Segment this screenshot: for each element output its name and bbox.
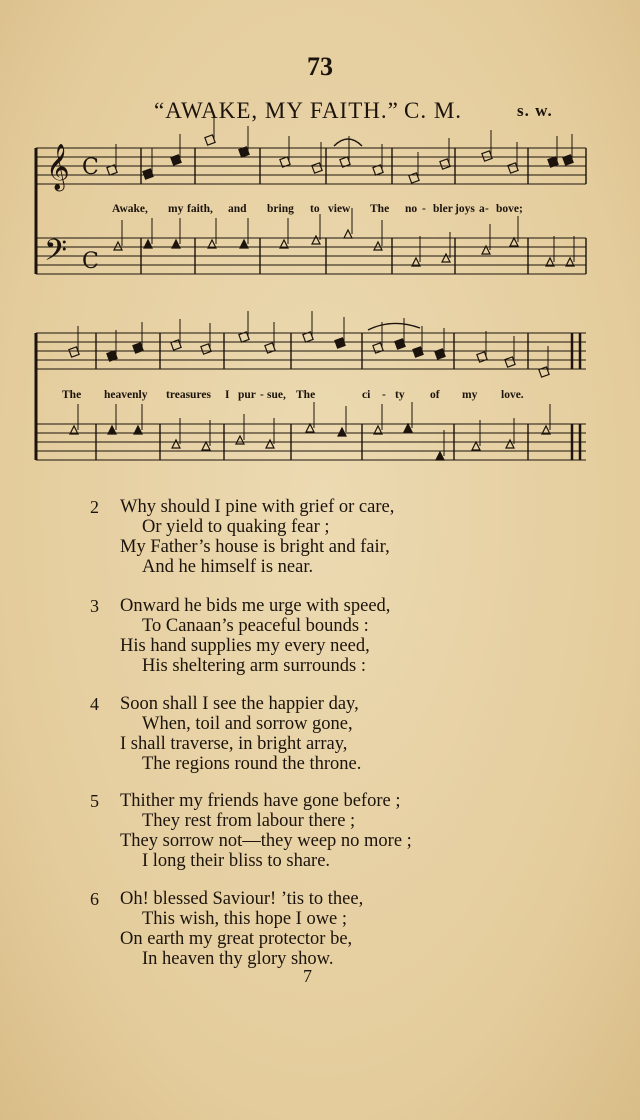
lyric-syllable: joys bbox=[455, 203, 475, 215]
lyric-syllable: ty bbox=[395, 389, 405, 401]
time-signature: C bbox=[82, 155, 99, 180]
lyric-syllable: - bbox=[382, 389, 386, 401]
note-head-triangle bbox=[108, 426, 116, 434]
note-head-triangle bbox=[374, 242, 382, 250]
lyric-syllable: my bbox=[462, 389, 478, 401]
treble-clef-icon: 𝄞 bbox=[46, 144, 70, 190]
note-head-triangle bbox=[506, 440, 514, 448]
note-head-triangle bbox=[236, 436, 244, 444]
bass-clef-icon: 𝄢 bbox=[44, 234, 68, 275]
stanza-line: I long their bliss to share. bbox=[142, 851, 331, 871]
note-head-triangle bbox=[312, 236, 320, 244]
stanza-line: Onward he bids me urge with speed, bbox=[120, 596, 391, 616]
lyric-syllable: I bbox=[225, 389, 230, 401]
hymn-composer: s. w. bbox=[517, 101, 553, 120]
lyric-syllable: heavenly bbox=[104, 389, 148, 401]
lyric-syllable: ci bbox=[362, 389, 371, 401]
stanza-line: This wish, this hope I owe ; bbox=[142, 909, 348, 929]
stanza-line: And he himself is near. bbox=[142, 557, 314, 577]
stanza-number: 3 bbox=[90, 596, 99, 616]
stanza-line: Thither my friends have gone before ; bbox=[120, 791, 401, 811]
note-head-triangle bbox=[144, 240, 152, 248]
lyric-syllable: - bbox=[422, 203, 426, 215]
lyric-syllable: - bbox=[260, 389, 264, 401]
lyric-syllable: Awake, bbox=[112, 203, 148, 215]
note-head-triangle bbox=[472, 442, 480, 450]
lyric-syllable: sue, bbox=[267, 389, 286, 401]
stanza-line: They rest from labour there ; bbox=[142, 811, 356, 831]
note-head-triangle bbox=[114, 242, 122, 250]
lyric-syllable: my bbox=[168, 203, 184, 215]
stanza-line: I shall traverse, in bright array, bbox=[120, 734, 348, 754]
stanza-line: Soon shall I see the happier day, bbox=[120, 694, 359, 714]
stanza-number: 6 bbox=[90, 889, 99, 909]
lyric-syllable: bove; bbox=[496, 203, 523, 215]
lyric-syllable: bler bbox=[433, 203, 453, 215]
lyrics-line-2 bbox=[60, 389, 580, 405]
note-head-triangle bbox=[436, 452, 444, 460]
slur bbox=[368, 323, 420, 330]
page-number: 73 bbox=[307, 52, 333, 81]
stanza-line: Why should I pine with grief or care, bbox=[120, 497, 395, 517]
note-head-triangle bbox=[240, 240, 248, 248]
lyrics-line-1 bbox=[60, 203, 580, 219]
stanza-line: Or yield to quaking fear ; bbox=[142, 517, 330, 537]
fermata bbox=[334, 139, 362, 146]
stanza-number: 2 bbox=[90, 497, 99, 517]
stanza-number: 4 bbox=[90, 694, 99, 714]
time-signature: C bbox=[82, 249, 99, 274]
signature-mark: 7 bbox=[303, 966, 312, 986]
stanza-line: My Father’s house is bright and fair, bbox=[120, 537, 390, 557]
stanza-line: His sheltering arm surrounds : bbox=[142, 656, 367, 676]
note-head-triangle bbox=[172, 240, 180, 248]
stanza-line: The regions round the throne. bbox=[142, 754, 362, 774]
lyric-syllable: The bbox=[62, 389, 82, 401]
lyric-syllable: The bbox=[296, 389, 316, 401]
note-head-triangle bbox=[266, 440, 274, 448]
lyric-syllable: bring bbox=[267, 203, 294, 215]
lyric-syllable: faith, bbox=[187, 203, 213, 215]
music-score bbox=[0, 0, 640, 480]
note-head-triangle bbox=[344, 230, 352, 238]
stanza-number: 5 bbox=[90, 791, 99, 811]
note-head-triangle bbox=[202, 442, 210, 450]
stanza-line: In heaven thy glory show. bbox=[142, 949, 334, 969]
stanza-line: His hand supplies my every need, bbox=[120, 636, 370, 656]
lyric-syllable: to bbox=[310, 203, 320, 215]
stanza-line: Oh! blessed Saviour! ’tis to thee, bbox=[120, 889, 364, 909]
stanza-line: To Canaan’s peaceful bounds : bbox=[142, 616, 369, 636]
stanza-line: When, toil and sorrow gone, bbox=[142, 714, 353, 734]
note-head-triangle bbox=[510, 238, 518, 246]
lyric-syllable: and bbox=[228, 203, 247, 215]
lyric-syllable: view bbox=[328, 203, 351, 215]
note-head-triangle bbox=[172, 440, 180, 448]
hymn-meter: C. M. bbox=[404, 98, 463, 123]
lyric-syllable: The bbox=[370, 203, 390, 215]
stanza-line: On earth my great protector be, bbox=[120, 929, 353, 949]
lyric-syllable: no bbox=[405, 203, 418, 215]
lyric-syllable: pur bbox=[238, 389, 256, 401]
lyric-syllable: a bbox=[479, 203, 485, 215]
stanza-line: They sorrow not—they weep no more ; bbox=[120, 831, 412, 851]
lyric-syllable: treasures bbox=[166, 389, 211, 401]
note-head-triangle bbox=[338, 428, 346, 436]
note-head-triangle bbox=[134, 426, 142, 434]
lyric-syllable: of bbox=[430, 389, 440, 401]
lyric-syllable: - bbox=[485, 203, 489, 215]
note-head-triangle bbox=[306, 424, 314, 432]
lyric-syllable: love. bbox=[501, 389, 524, 401]
note-head-triangle bbox=[404, 424, 412, 432]
hymn-title: “AWAKE, MY FAITH.” bbox=[154, 98, 399, 123]
note-head-triangle bbox=[442, 254, 450, 262]
